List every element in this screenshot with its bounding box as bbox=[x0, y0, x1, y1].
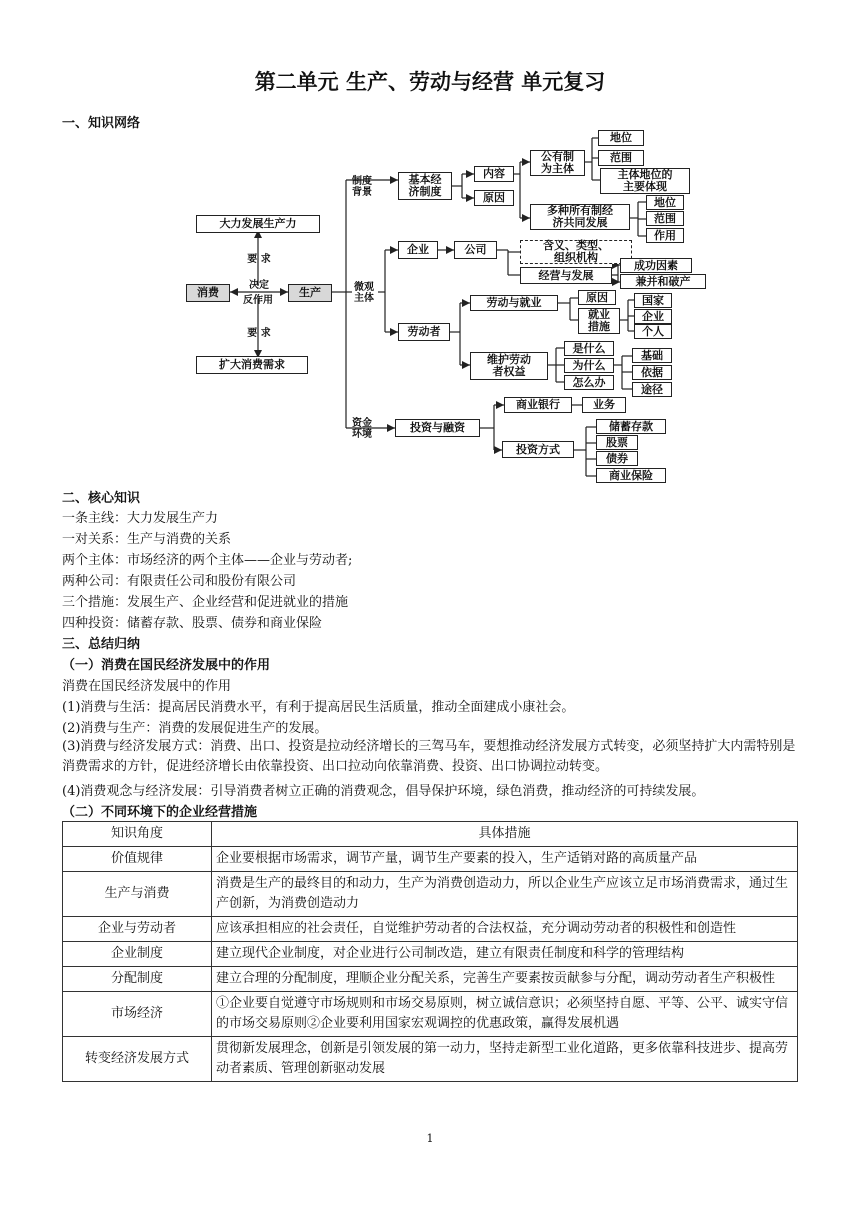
node-employment-measures: 就业 措施 bbox=[578, 308, 620, 334]
node-enterprise-2: 企业 bbox=[634, 309, 672, 324]
node-basis: 基础 bbox=[632, 348, 672, 363]
section-heading-summary: 三、总结归纳 bbox=[62, 637, 141, 652]
consumption-intro: 消费在国民经济发展中的作用 bbox=[62, 679, 232, 694]
table-row bbox=[63, 917, 798, 942]
core-line-3: 两个主体：市场经济的两个主体——企业与劳动者; bbox=[62, 553, 353, 568]
table-row bbox=[63, 967, 798, 992]
node-position-2: 地位 bbox=[646, 195, 684, 210]
label-fund-env: 资金 环境 bbox=[352, 418, 372, 440]
node-stock: 股票 bbox=[596, 435, 638, 450]
node-deposit: 储蓄存款 bbox=[596, 419, 666, 434]
label-react: 反作用 bbox=[243, 295, 273, 306]
node-individual: 个人 bbox=[634, 324, 672, 339]
table-cell-angle: 价值规律 bbox=[63, 847, 212, 872]
node-way: 途径 bbox=[632, 382, 672, 397]
node-consume: 消费 bbox=[186, 284, 230, 302]
table-header-cell: 知识角度 bbox=[63, 822, 212, 847]
section-heading-network: 一、知识网络 bbox=[62, 116, 141, 131]
table-cell-angle: 转变经济发展方式 bbox=[63, 1037, 212, 1082]
core-line-6: 四种投资：储蓄存款、股票、债券和商业保险 bbox=[62, 616, 323, 631]
table-row bbox=[63, 872, 798, 917]
node-produce: 生产 bbox=[288, 284, 332, 302]
label-require-bottom: 要 求 bbox=[247, 328, 271, 339]
table-cell-measure: 建立合理的分配制度，理顺企业分配关系，完善生产要素按贡献参与分配，调动劳动者生产积极性 bbox=[212, 967, 798, 992]
node-operate: 经营与发展 bbox=[520, 267, 612, 284]
page-title: 第二单元 生产、劳动与经营 单元复习 bbox=[254, 70, 606, 94]
node-reason-2: 原因 bbox=[578, 290, 616, 305]
table-row bbox=[63, 992, 798, 1037]
node-expand-demand: 扩大消费需求 bbox=[196, 356, 308, 374]
node-position-1: 地位 bbox=[598, 130, 644, 146]
node-labor-employment: 劳动与就业 bbox=[470, 295, 558, 311]
consumption-point-1: (1)消费与生活：提高居民消费水平，有利于提高居民生活质量，推动全面建成小康社会。 bbox=[62, 700, 575, 715]
node-multi-ownership: 多种所有制经 济共同发展 bbox=[530, 204, 630, 230]
node-worker: 劳动者 bbox=[398, 323, 450, 341]
node-reason: 原因 bbox=[474, 190, 514, 206]
node-company: 公司 bbox=[454, 241, 497, 259]
node-meaning: 含义、类型、 组织机构 bbox=[520, 240, 632, 264]
node-invest-way: 投资方式 bbox=[502, 441, 574, 458]
table-cell-measure: 消费是生产的最终目的和动力，生产为消费创造动力，所以企业生产应该立足市场消费需求，通过生产创新，为消费创造动力 bbox=[212, 872, 798, 917]
label-institution-bg: 制度 背景 bbox=[352, 176, 372, 198]
core-line-5: 三个措施：发展生产、企业经营和促进就业的措施 bbox=[62, 595, 349, 610]
table-cell-measure: 贯彻新发展理念，创新是引领发展的第一动力，坚持走新型工业化道路，更多依靠科技进步、提高劳动者素质、管理创新驱动发展 bbox=[212, 1037, 798, 1082]
table-cell-measure: 企业要根据市场需求，调节产量，调节生产要素的投入，生产适销对路的高质量产品 bbox=[212, 847, 798, 872]
section-heading-core: 二、核心知识 bbox=[62, 491, 141, 506]
consumption-point-4: (4)消费观念与经济发展：引导消费者树立正确的消费观念，倡导保护环境，绿色消费，推动经济的可持续发展。 bbox=[62, 784, 705, 799]
table-row bbox=[63, 1037, 798, 1082]
table-cell-angle: 分配制度 bbox=[63, 967, 212, 992]
node-rely: 依据 bbox=[632, 365, 672, 380]
table-row bbox=[63, 847, 798, 872]
node-protect-rights: 维护劳动 者权益 bbox=[470, 352, 548, 380]
label-micro-subject: 微观 主体 bbox=[354, 282, 374, 304]
node-merge: 兼并和破产 bbox=[620, 274, 706, 289]
node-range-1: 范围 bbox=[598, 150, 644, 166]
consumption-point-2: (2)消费与生产：消费的发展促进生产的发展。 bbox=[62, 721, 328, 736]
consumption-point-3: (3)消费与经济发展方式：消费、出口、投资是拉动经济增长的三驾马车，要想推动经济发展方式转变，必须坚持扩大内需特别是消费需求的方针，促进经济增长由依靠投资、出口拉动向依靠消费、投资、出口协调拉动转变。 bbox=[62, 739, 796, 774]
core-line-4: 两种公司：有限责任公司和股份有限公司 bbox=[62, 574, 297, 589]
subheading-enterprise-measures: （二）不同环境下的企业经营措施 bbox=[62, 805, 258, 820]
node-develop-productivity: 大力发展生产力 bbox=[196, 215, 320, 233]
table-cell-angle: 生产与消费 bbox=[63, 872, 212, 917]
node-basic-system: 基本经 济制度 bbox=[398, 172, 452, 200]
node-success: 成功因素 bbox=[620, 258, 692, 273]
node-commercial-bank: 商业银行 bbox=[504, 397, 572, 413]
node-bond: 债券 bbox=[596, 451, 638, 466]
table-header-cell: 具体措施 bbox=[212, 822, 798, 847]
node-what: 是什么 bbox=[564, 341, 614, 356]
label-require-top: 要 求 bbox=[247, 254, 271, 265]
node-why: 为什么 bbox=[564, 358, 614, 373]
knowledge-network-diagram bbox=[0, 0, 860, 500]
label-decide: 决定 bbox=[249, 280, 269, 291]
page-number: 1 bbox=[426, 1132, 434, 1145]
table-cell-angle: 企业制度 bbox=[63, 942, 212, 967]
node-enterprise: 企业 bbox=[398, 241, 438, 259]
core-line-2: 一对关系：生产与消费的关系 bbox=[62, 532, 232, 547]
node-public-ownership: 公有制 为主体 bbox=[530, 150, 585, 176]
node-role: 作用 bbox=[646, 228, 684, 243]
table-row bbox=[63, 942, 798, 967]
node-country: 国家 bbox=[634, 293, 672, 308]
core-line-1: 一条主线：大力发展生产力 bbox=[62, 511, 219, 526]
table-header-row bbox=[63, 822, 798, 847]
node-business: 业务 bbox=[582, 397, 626, 413]
table-cell-measure: 建立现代企业制度，对企业进行公司制改造，建立有限责任制度和科学的管理结构 bbox=[212, 942, 798, 967]
node-main-position: 主体地位的 主要体现 bbox=[600, 168, 690, 194]
node-content: 内容 bbox=[474, 166, 514, 182]
table-cell-angle: 企业与劳动者 bbox=[63, 917, 212, 942]
subheading-consumption: （一）消费在国民经济发展中的作用 bbox=[62, 658, 271, 673]
node-insurance: 商业保险 bbox=[596, 468, 666, 483]
table-cell-angle: 市场经济 bbox=[63, 992, 212, 1037]
table-cell-measure: 应该承担相应的社会责任，自觉维护劳动者的合法权益，充分调动劳动者的积极性和创造性 bbox=[212, 917, 798, 942]
enterprise-measures-table bbox=[62, 821, 798, 1082]
node-range-2: 范围 bbox=[646, 211, 684, 226]
node-how: 怎么办 bbox=[564, 375, 614, 390]
table-cell-measure: ①企业要自觉遵守市场规则和市场交易原则，树立诚信意识；必须坚持自愿、平等、公平、诚实守信的市场交易原则②企业要利用国家宏观调控的优惠政策，赢得发展机遇 bbox=[212, 992, 798, 1037]
node-invest-finance: 投资与融资 bbox=[395, 419, 480, 437]
